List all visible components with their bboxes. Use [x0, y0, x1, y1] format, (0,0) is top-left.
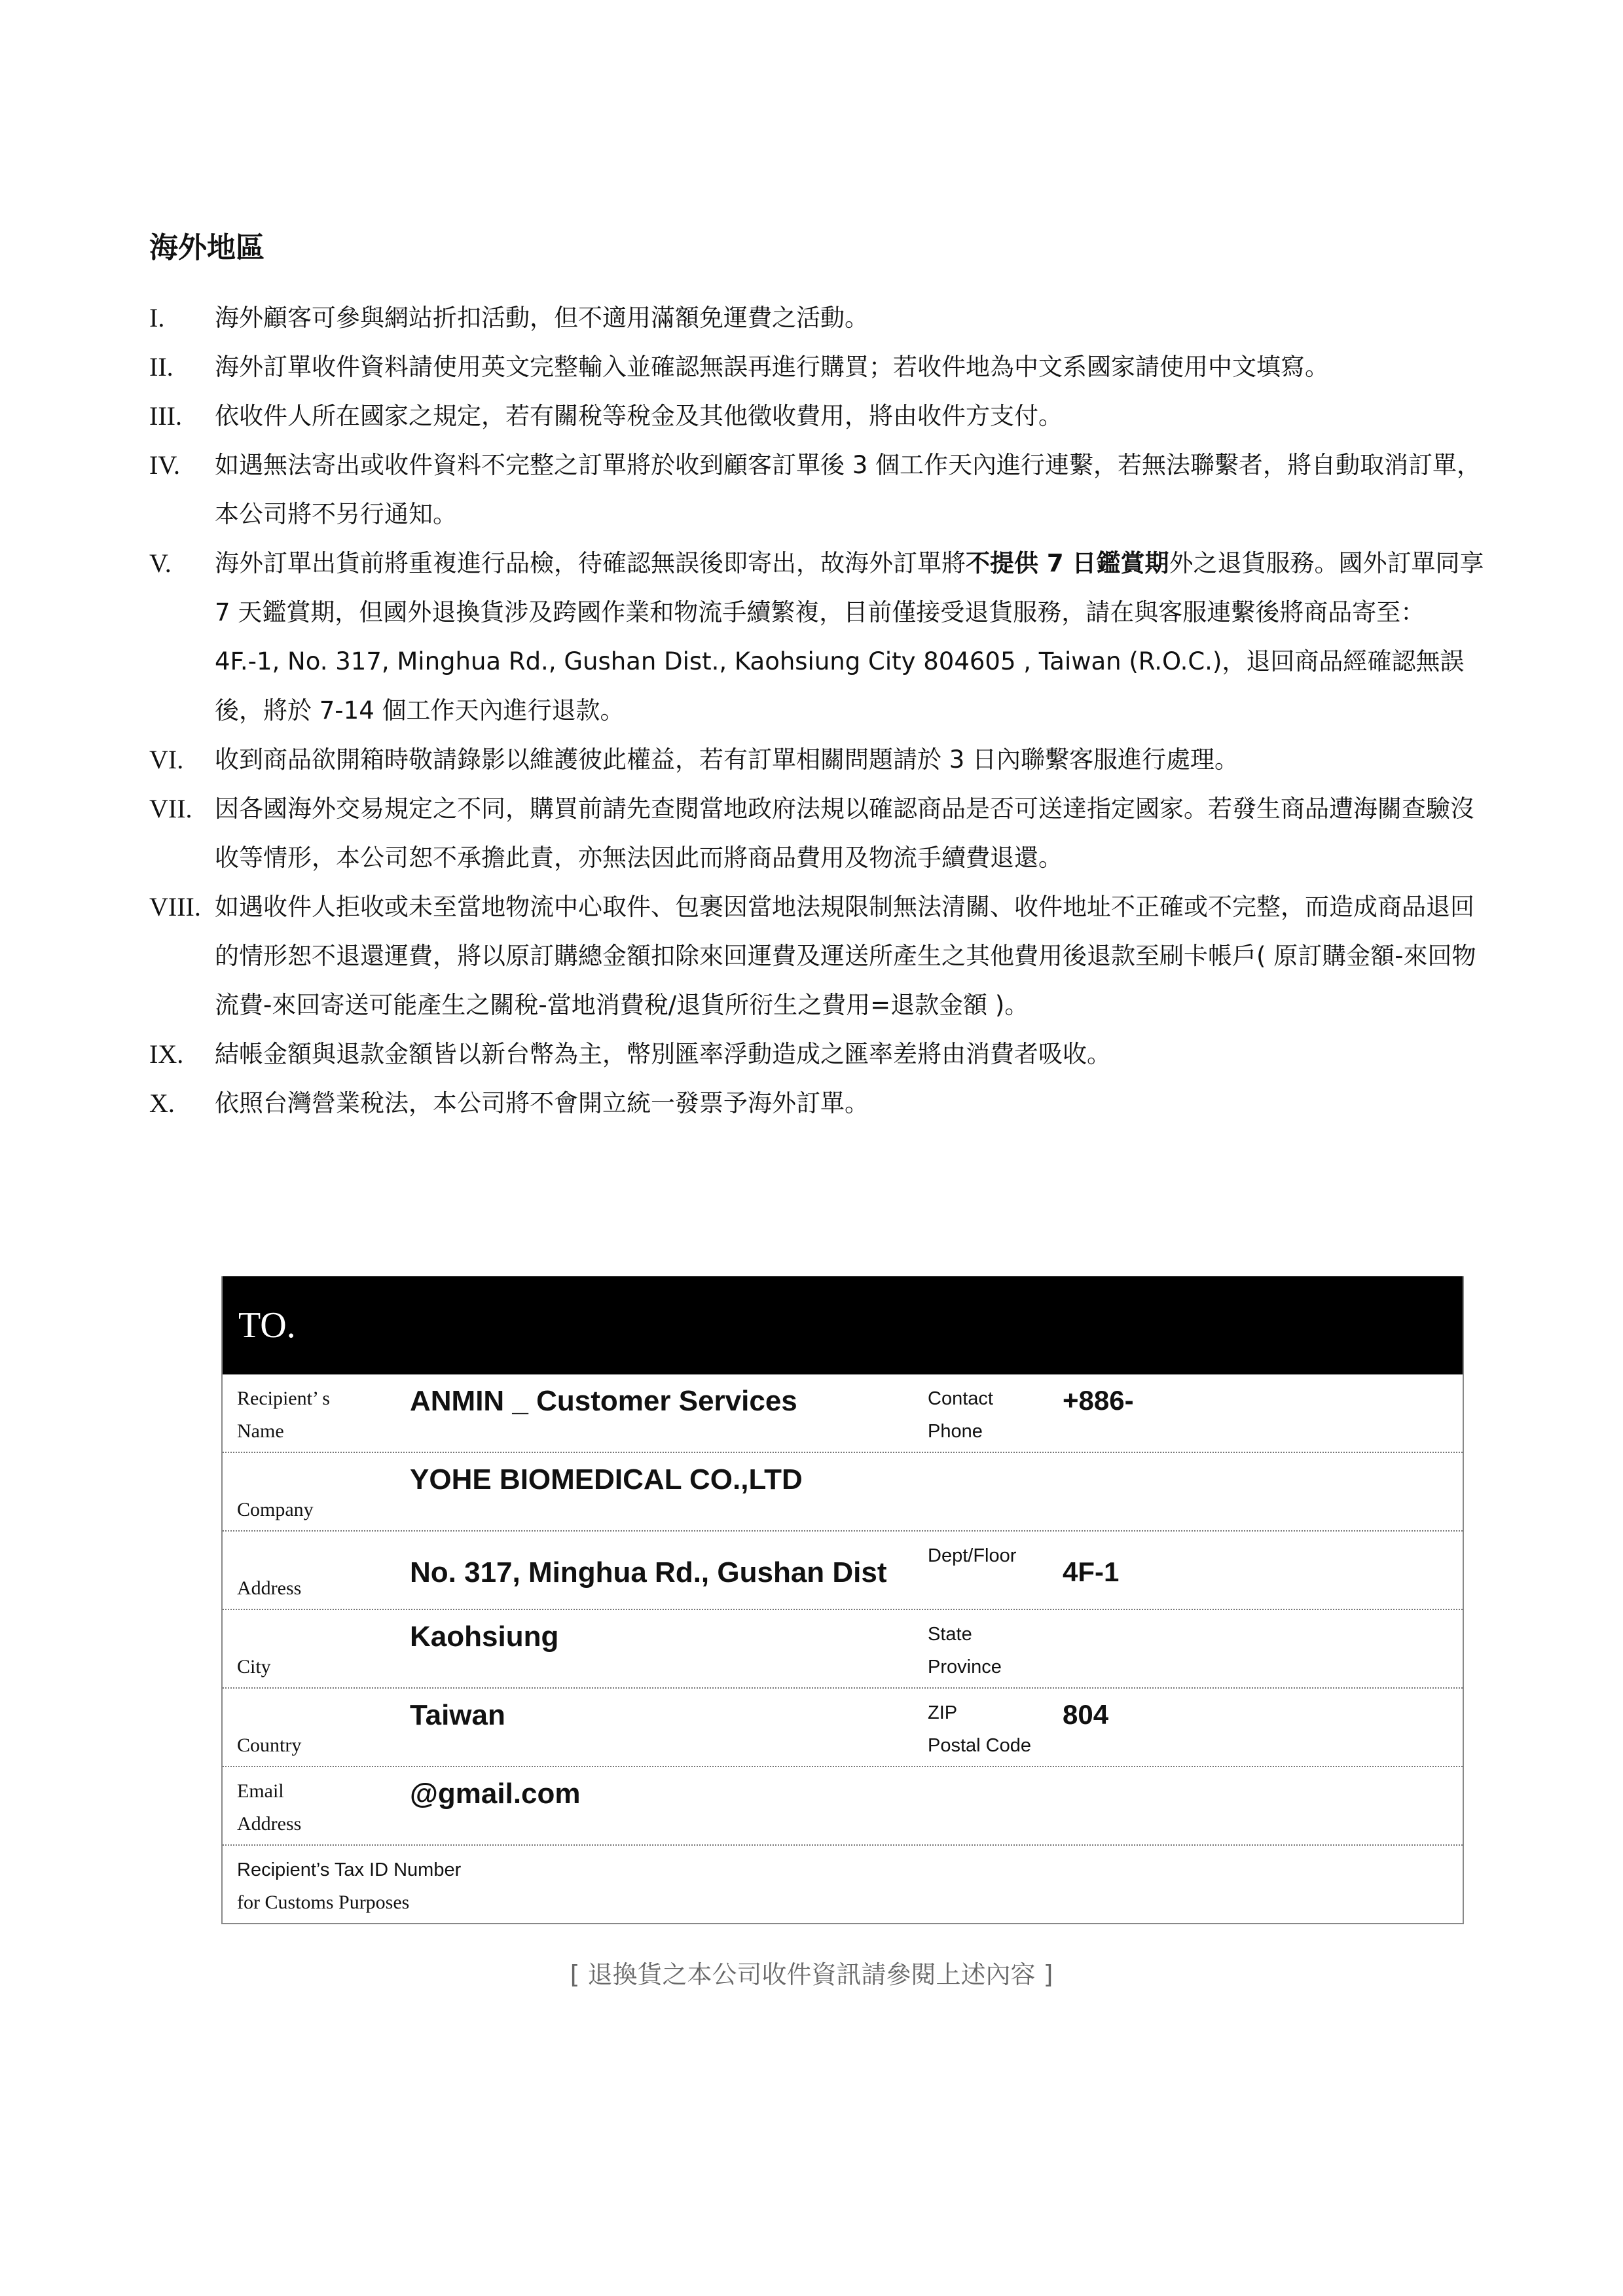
- label-line: State: [928, 1624, 972, 1645]
- list-item: [149, 293, 1485, 342]
- label-line: ZIP: [928, 1702, 958, 1723]
- address-value: No. 317, Minghua Rd., Gushan Dist: [410, 1556, 887, 1588]
- country-row: [223, 1689, 1463, 1767]
- label-line: Name: [237, 1420, 284, 1442]
- item-text: 依照台灣營業稅法，本公司將不會開立統一發票予海外訂單。: [215, 1089, 869, 1117]
- dept-floor-value: 4F-1: [1063, 1556, 1120, 1587]
- label-line: Recipient’ s: [237, 1388, 330, 1409]
- item-number: VII.: [149, 794, 192, 823]
- recipient-name-value: ANMIN _ Customer Services: [410, 1385, 797, 1417]
- item-text-part: 海外訂單出貨前將重複進行品檢，待確認無誤後即寄出，故海外訂單將: [215, 549, 966, 577]
- label-line: Contact: [928, 1388, 993, 1409]
- item-text: [215, 539, 1485, 735]
- item-text: 如遇收件人拒收或未至當地物流中心取件、包裹因當地法規限制無法清關、收件地址不正確或不完整，而造成商品退回的情形恕不退還運費，將以原訂購總金額扣除來回運費及運送所產生之其他費用後退款至刷卡帳戶( 原訂購金額-來回物流費-來回寄送可能產生之關稅-當地消費稅/退貨所衍生之費用=退款金額 )。: [215, 893, 1476, 1019]
- no-appreciation-period-emphasis: 不提供 7 日鑑賞期: [966, 549, 1169, 577]
- list-item: [149, 539, 1485, 735]
- contact-phone-value: +886-: [1063, 1385, 1134, 1416]
- item-text: 因各國海外交易規定之不同，購買前請先查閱當地政府法規以確認商品是否可送達指定國家。若發生商品遭海關查驗沒收等情形，本公司恕不承擔此責，亦無法因此而將商品費用及物流手續費退還。: [215, 795, 1474, 872]
- item-number: I.: [149, 303, 165, 332]
- company-label: Company: [237, 1499, 314, 1520]
- item-number: VIII.: [149, 892, 201, 922]
- label-line: Phone: [928, 1421, 983, 1442]
- item-number: IX.: [149, 1039, 184, 1069]
- city-row: [223, 1610, 1463, 1689]
- tax-id-label: [237, 1854, 461, 1919]
- list-item: [149, 391, 1485, 440]
- item-number: V.: [149, 548, 172, 578]
- label-line: for Customs Purposes: [237, 1892, 410, 1913]
- form-header-title: TO.: [238, 1305, 296, 1346]
- contact-phone-label: [928, 1382, 993, 1448]
- item-text: 收到商品欲開箱時敬請錄影以維護彼此權益，若有訂單相關問題請於 3 日內聯繫客服進行處理。: [215, 745, 1239, 774]
- section-heading: 海外地區: [149, 231, 264, 264]
- footer-note: [ 退換貨之本公司收件資訊請參閱上述內容 ]: [570, 1960, 1053, 1989]
- label-line: Address: [237, 1813, 302, 1835]
- item-number: X.: [149, 1088, 175, 1118]
- recipient-name-label: [237, 1382, 330, 1448]
- label-line: Postal Code: [928, 1735, 1031, 1756]
- item-text: 依收件人所在國家之規定，若有關稅等稅金及其他徵收費用，將由收件方支付。: [215, 402, 1063, 430]
- address-row: [223, 1532, 1463, 1610]
- tax-id-row: [223, 1846, 1463, 1923]
- item-text: 結帳金額與退款金額皆以新台幣為主，幣別匯率浮動造成之匯率差將由消費者吸收。: [215, 1040, 1111, 1068]
- item-number: IV.: [149, 450, 181, 480]
- email-row: [223, 1767, 1463, 1846]
- overseas-rules-list: [149, 293, 1485, 1128]
- company-value: YOHE BIOMEDICAL CO.,LTD: [410, 1463, 803, 1496]
- form-header: [223, 1276, 1463, 1374]
- item-text: 海外訂單收件資料請使用英文完整輸入並確認無誤再進行購買；若收件地為中文系國家請使用中文填寫。: [215, 353, 1329, 381]
- zip-value: 804: [1063, 1699, 1109, 1730]
- zip-postal-label: [928, 1696, 1031, 1762]
- label-line: Province: [928, 1657, 1002, 1677]
- dept-floor-label: Dept/Floor: [928, 1545, 1017, 1566]
- list-item: [149, 342, 1485, 391]
- list-item: [149, 784, 1485, 882]
- list-item: [149, 735, 1485, 784]
- list-item: [149, 440, 1485, 539]
- list-item: [149, 1079, 1485, 1128]
- item-text: 如遇無法寄出或收件資料不完整之訂單將於收到顧客訂單後 3 個工作天內進行連繫，若無法聯繫者，將自動取消訂單，本公司將不另行通知。: [215, 451, 1482, 528]
- city-value: Kaohsiung: [410, 1621, 559, 1653]
- item-number: VI.: [149, 745, 184, 774]
- list-item: [149, 882, 1485, 1030]
- city-label: City: [237, 1656, 271, 1677]
- list-item: [149, 1030, 1485, 1079]
- item-number: II.: [149, 352, 173, 382]
- label-line: Email: [237, 1780, 284, 1802]
- item-text: 海外顧客可參與網站折扣活動，但不適用滿額免運費之活動。: [215, 304, 869, 332]
- company-row: [223, 1453, 1463, 1532]
- address-label: Address: [237, 1577, 302, 1599]
- country-value: Taiwan: [410, 1699, 505, 1731]
- state-province-label: [928, 1618, 1002, 1683]
- email-value: @gmail.com: [410, 1778, 581, 1810]
- item-text-part: 外之退貨服務。國外訂單同享 7 天鑑賞期，但國外退換貨涉及跨國作業和物流手續繁複，目前僅接受退貨服務，請在與客服連繫後將商品寄至：4F.-1, No. 317, Minghua Rd., Gushan Dist., Kaohsiung City 804605 , Taiwan (R.O.C.)，退回商品經確認無誤後，將於 7-14 個工作天內進行退款。: [215, 549, 1484, 725]
- item-number: III.: [149, 401, 182, 431]
- recipient-row: [223, 1374, 1463, 1453]
- email-label: [237, 1775, 301, 1840]
- country-label: Country: [237, 1734, 302, 1756]
- label-line: Recipient’s Tax ID Number: [237, 1859, 462, 1880]
- return-address-form: [221, 1276, 1464, 1924]
